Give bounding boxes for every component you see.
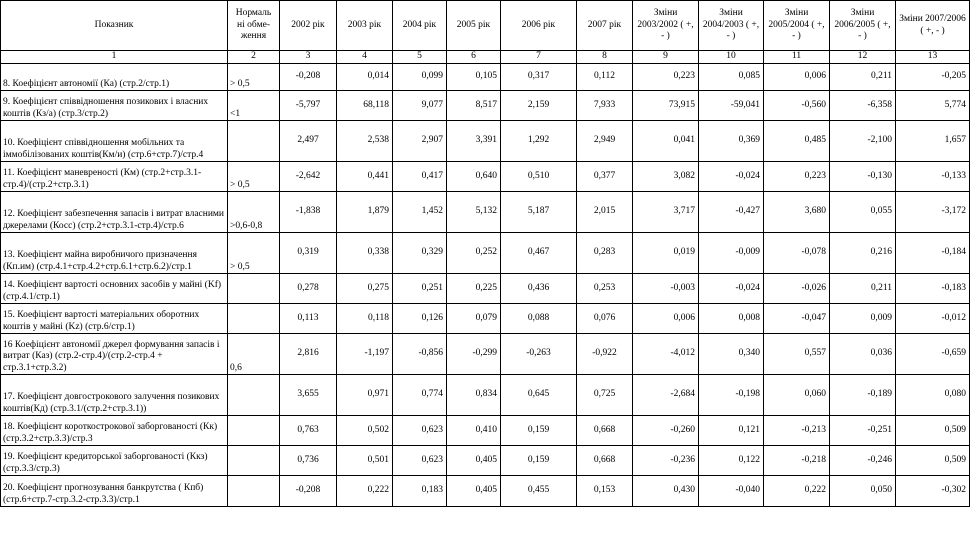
value-cell: 0,338 <box>337 233 393 274</box>
value-cell: 0,509 <box>896 416 970 446</box>
norm-limit <box>228 121 280 162</box>
value-cell: 2,949 <box>577 121 633 162</box>
indicator-name: 9. Коефіцієнт співвідношення позикових і власних коштів (Кз/а) (стр.3/стр.2) <box>1 91 228 121</box>
value-cell: -0,659 <box>896 334 970 375</box>
table-row <box>1 64 970 91</box>
value-cell: 0,009 <box>830 304 896 334</box>
column-number-row <box>1 51 970 64</box>
value-cell: -0,236 <box>633 446 699 476</box>
column-number: 6 <box>447 51 501 64</box>
column-header: 2006 рік <box>501 1 577 51</box>
value-cell: 0,008 <box>699 304 764 334</box>
value-cell: 3,680 <box>764 192 830 233</box>
value-cell: -0,198 <box>699 375 764 416</box>
value-cell: -0,208 <box>280 476 337 507</box>
table-row <box>1 304 970 334</box>
column-number: 2 <box>228 51 280 64</box>
norm-limit <box>228 375 280 416</box>
value-cell: -0,427 <box>699 192 764 233</box>
value-cell: 1,452 <box>393 192 447 233</box>
value-cell: 1,879 <box>337 192 393 233</box>
value-cell: 0,283 <box>577 233 633 274</box>
value-cell: 5,132 <box>447 192 501 233</box>
value-cell: 0,467 <box>501 233 577 274</box>
value-cell: 0,278 <box>280 274 337 304</box>
value-cell: -0,189 <box>830 375 896 416</box>
value-cell: 0,441 <box>337 162 393 192</box>
value-cell: -0,856 <box>393 334 447 375</box>
column-number: 3 <box>280 51 337 64</box>
value-cell: 0,085 <box>699 64 764 91</box>
value-cell: -3,172 <box>896 192 970 233</box>
value-cell: 73,915 <box>633 91 699 121</box>
value-cell: 0,430 <box>633 476 699 507</box>
value-cell: 0,736 <box>280 446 337 476</box>
column-header: Зміни 2003/2002 ( +, - ) <box>633 1 699 51</box>
value-cell: 0,417 <box>393 162 447 192</box>
table-row <box>1 91 970 121</box>
value-cell: -4,012 <box>633 334 699 375</box>
value-cell: -0,024 <box>699 274 764 304</box>
value-cell: -5,797 <box>280 91 337 121</box>
column-number: 8 <box>577 51 633 64</box>
column-header: Зміни 2006/2005 ( +, - ) <box>830 1 896 51</box>
value-cell: 0,317 <box>501 64 577 91</box>
value-cell: 0,623 <box>393 416 447 446</box>
value-cell: 0,623 <box>393 446 447 476</box>
value-cell: 0,216 <box>830 233 896 274</box>
norm-limit <box>228 476 280 507</box>
value-cell: 2,816 <box>280 334 337 375</box>
value-cell: 68,118 <box>337 91 393 121</box>
value-cell: 3,082 <box>633 162 699 192</box>
value-cell: -0,251 <box>830 416 896 446</box>
value-cell: -0,184 <box>896 233 970 274</box>
value-cell: 0,509 <box>896 446 970 476</box>
value-cell: 0,455 <box>501 476 577 507</box>
value-cell: 0,510 <box>501 162 577 192</box>
value-cell: -0,024 <box>699 162 764 192</box>
value-cell: -1,197 <box>337 334 393 375</box>
column-header: 2003 рік <box>337 1 393 51</box>
indicator-name: 10. Коефіцієнт співвідношення мобільних та іммобілізованих коштів(Км/и) (стр.6+стр.7)/стр.4 <box>1 121 228 162</box>
norm-limit: 0,6 <box>228 334 280 375</box>
value-cell: -0,026 <box>764 274 830 304</box>
indicator-name: 13. Коефіцієнт майна виробничого призначення (Кп.им) (стр.4.1+стр.4.2+стр.6.1+стр.6.2)/стр.1 <box>1 233 228 274</box>
value-cell: 0,099 <box>393 64 447 91</box>
table-row <box>1 274 970 304</box>
value-cell: 3,391 <box>447 121 501 162</box>
value-cell: 2,538 <box>337 121 393 162</box>
value-cell: 0,377 <box>577 162 633 192</box>
value-cell: -0,009 <box>699 233 764 274</box>
value-cell: 0,014 <box>337 64 393 91</box>
table-row <box>1 375 970 416</box>
norm-limit: >0,6-0,8 <box>228 192 280 233</box>
column-number: 9 <box>633 51 699 64</box>
value-cell: -2,684 <box>633 375 699 416</box>
value-cell: 0,640 <box>447 162 501 192</box>
value-cell: 0,275 <box>337 274 393 304</box>
table-row <box>1 233 970 274</box>
indicator-name: 16 Коефіцієнт автономії джерел формування запасів і витрат (Каз) (стр.2-стр.4)/(стр.2-стр.4 + стр.3.1+стр.3.2) <box>1 334 228 375</box>
indicator-name: 19. Коефіцієнт кредиторської заборгованості (Ккз) (стр.3.3/стр.3) <box>1 446 228 476</box>
value-cell: -0,263 <box>501 334 577 375</box>
value-cell: -0,012 <box>896 304 970 334</box>
table-row <box>1 416 970 446</box>
norm-limit: > 0,5 <box>228 162 280 192</box>
column-header: Нормаль ні обме-ження <box>228 1 280 51</box>
value-cell: -0,040 <box>699 476 764 507</box>
value-cell: 0,369 <box>699 121 764 162</box>
column-header: 2007 рік <box>577 1 633 51</box>
value-cell: -0,922 <box>577 334 633 375</box>
value-cell: 0,222 <box>337 476 393 507</box>
value-cell: 0,122 <box>699 446 764 476</box>
indicator-name: 18. Коефіцієнт короткострокової заборгованості (Кк) (стр.3.2+стр.3.3)/стр.3 <box>1 416 228 446</box>
value-cell: 1,657 <box>896 121 970 162</box>
value-cell: 0,041 <box>633 121 699 162</box>
value-cell: 0,485 <box>764 121 830 162</box>
column-header: Зміни 2004/2003 ( +, - ) <box>699 1 764 51</box>
value-cell: 0,645 <box>501 375 577 416</box>
norm-limit <box>228 274 280 304</box>
value-cell: -0,218 <box>764 446 830 476</box>
value-cell: 0,725 <box>577 375 633 416</box>
value-cell: 0,405 <box>447 476 501 507</box>
value-cell: 0,079 <box>447 304 501 334</box>
column-number: 12 <box>830 51 896 64</box>
value-cell: 0,088 <box>501 304 577 334</box>
value-cell: 0,763 <box>280 416 337 446</box>
value-cell: 0,006 <box>764 64 830 91</box>
value-cell: -0,299 <box>447 334 501 375</box>
column-number: 7 <box>501 51 577 64</box>
value-cell: 0,971 <box>337 375 393 416</box>
column-number: 13 <box>896 51 970 64</box>
value-cell: 0,121 <box>699 416 764 446</box>
norm-limit: > 0,5 <box>228 64 280 91</box>
value-cell: 0,159 <box>501 446 577 476</box>
value-cell: 2,907 <box>393 121 447 162</box>
value-cell: 0,113 <box>280 304 337 334</box>
value-cell: -0,003 <box>633 274 699 304</box>
value-cell: 2,015 <box>577 192 633 233</box>
value-cell: 0,253 <box>577 274 633 304</box>
column-number: 11 <box>764 51 830 64</box>
value-cell: 0,036 <box>830 334 896 375</box>
value-cell: 0,436 <box>501 274 577 304</box>
value-cell: -0,078 <box>764 233 830 274</box>
norm-limit: <1 <box>228 91 280 121</box>
norm-limit <box>228 416 280 446</box>
value-cell: 8,517 <box>447 91 501 121</box>
indicator-name: 8. Коефіцієнт автономії (Ка) (стр.2/стр.1) <box>1 64 228 91</box>
value-cell: 0,050 <box>830 476 896 507</box>
column-header: Зміни 2007/2006 ( +, - ) <box>896 1 970 51</box>
value-cell: -0,208 <box>280 64 337 91</box>
value-cell: 0,410 <box>447 416 501 446</box>
value-cell: 0,211 <box>830 64 896 91</box>
table-row <box>1 446 970 476</box>
value-cell: 0,183 <box>393 476 447 507</box>
value-cell: -0,205 <box>896 64 970 91</box>
value-cell: 1,292 <box>501 121 577 162</box>
value-cell: 2,497 <box>280 121 337 162</box>
indicator-name: 17. Коефіцієнт довгострокового залучення позикових коштів(Кд) (стр.3.1/(стр.2+стр.3.1)) <box>1 375 228 416</box>
indicator-name: 12. Коефіцієнт забезпечення запасів і витрат власними джерелами (Косс) (стр.2+стр.3.1-стр.4)/стр.6 <box>1 192 228 233</box>
indicator-name: 20. Коефіцієнт прогнозування банкрутства ( Кпб) (стр.6+стр.7-стр.3.2-стр.3.3)/стр.1 <box>1 476 228 507</box>
header-row <box>1 1 970 51</box>
value-cell: -0,213 <box>764 416 830 446</box>
column-number: 4 <box>337 51 393 64</box>
table-row <box>1 334 970 375</box>
value-cell: 0,112 <box>577 64 633 91</box>
value-cell: 0,076 <box>577 304 633 334</box>
value-cell: 5,774 <box>896 91 970 121</box>
table-row <box>1 476 970 507</box>
table-row <box>1 162 970 192</box>
value-cell: 0,225 <box>447 274 501 304</box>
value-cell: -0,560 <box>764 91 830 121</box>
column-number: 1 <box>1 51 228 64</box>
value-cell: 0,222 <box>764 476 830 507</box>
value-cell: 0,019 <box>633 233 699 274</box>
value-cell: 0,223 <box>633 64 699 91</box>
value-cell: 0,223 <box>764 162 830 192</box>
norm-limit: > 0,5 <box>228 233 280 274</box>
table-row <box>1 192 970 233</box>
column-header: 2004 рік <box>393 1 447 51</box>
value-cell: 0,319 <box>280 233 337 274</box>
value-cell: 0,118 <box>337 304 393 334</box>
value-cell: -0,302 <box>896 476 970 507</box>
value-cell: 7,933 <box>577 91 633 121</box>
value-cell: -6,358 <box>830 91 896 121</box>
column-header: Показник <box>1 1 228 51</box>
value-cell: 0,060 <box>764 375 830 416</box>
value-cell: 0,159 <box>501 416 577 446</box>
value-cell: -59,041 <box>699 91 764 121</box>
value-cell: 0,126 <box>393 304 447 334</box>
value-cell: 0,080 <box>896 375 970 416</box>
value-cell: 3,717 <box>633 192 699 233</box>
column-header: 2005 рік <box>447 1 501 51</box>
column-header: Зміни 2005/2004 ( +, - ) <box>764 1 830 51</box>
value-cell: -2,642 <box>280 162 337 192</box>
norm-limit <box>228 446 280 476</box>
value-cell: 0,834 <box>447 375 501 416</box>
value-cell: 0,668 <box>577 416 633 446</box>
value-cell: 0,252 <box>447 233 501 274</box>
indicator-name: 11. Коефіцієнт маневреності (Км) (стр.2+стр.3.1-стр.4)/(стр.2+стр.3.1) <box>1 162 228 192</box>
value-cell: 0,557 <box>764 334 830 375</box>
value-cell: 0,251 <box>393 274 447 304</box>
value-cell: 0,006 <box>633 304 699 334</box>
value-cell: -0,260 <box>633 416 699 446</box>
value-cell: 0,211 <box>830 274 896 304</box>
column-header: 2002 рік <box>280 1 337 51</box>
value-cell: -1,838 <box>280 192 337 233</box>
column-number: 5 <box>393 51 447 64</box>
value-cell: -0,130 <box>830 162 896 192</box>
value-cell: 5,187 <box>501 192 577 233</box>
value-cell: 0,668 <box>577 446 633 476</box>
value-cell: -0,133 <box>896 162 970 192</box>
value-cell: 0,774 <box>393 375 447 416</box>
value-cell: 0,153 <box>577 476 633 507</box>
table-row <box>1 121 970 162</box>
value-cell: 0,502 <box>337 416 393 446</box>
value-cell: 0,405 <box>447 446 501 476</box>
value-cell: 3,655 <box>280 375 337 416</box>
value-cell: -2,100 <box>830 121 896 162</box>
value-cell: -0,183 <box>896 274 970 304</box>
value-cell: 0,105 <box>447 64 501 91</box>
value-cell: -0,047 <box>764 304 830 334</box>
value-cell: 0,055 <box>830 192 896 233</box>
value-cell: 9,077 <box>393 91 447 121</box>
value-cell: -0,246 <box>830 446 896 476</box>
norm-limit <box>228 304 280 334</box>
indicator-name: 15. Коефіцієнт вартості матеріальних оборотних коштів у майні (Kz) (стр.6/стр.1) <box>1 304 228 334</box>
column-number: 10 <box>699 51 764 64</box>
value-cell: 2,159 <box>501 91 577 121</box>
value-cell: 0,340 <box>699 334 764 375</box>
value-cell: 0,329 <box>393 233 447 274</box>
value-cell: 0,501 <box>337 446 393 476</box>
indicator-name: 14. Коефіцієнт вартості основних засобів у майні (Kf) (стр.4.1/стр.1) <box>1 274 228 304</box>
